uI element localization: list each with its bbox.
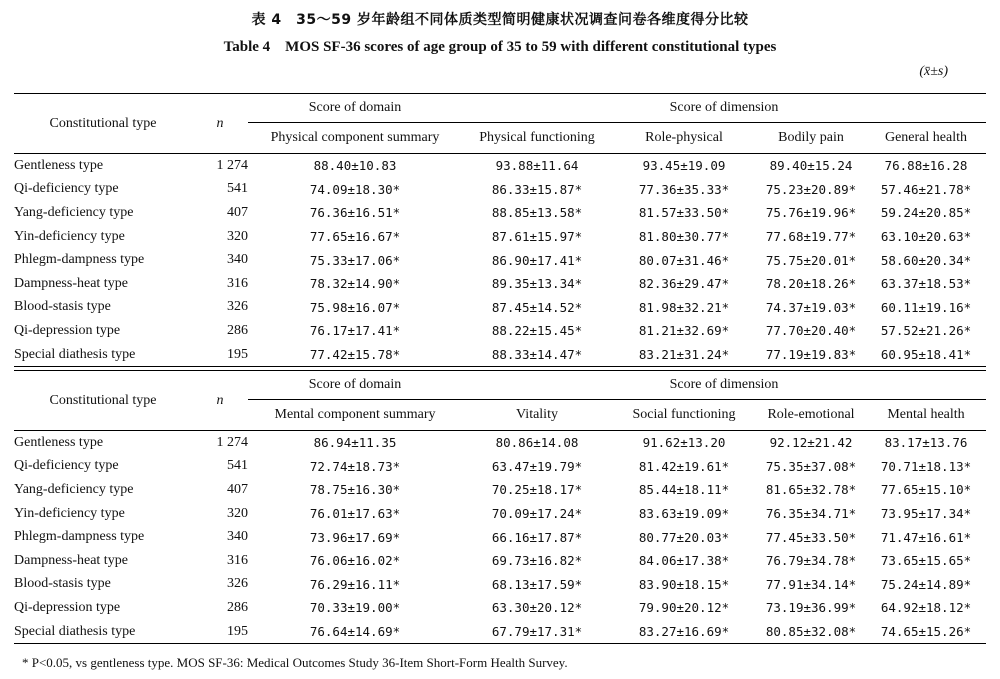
- cell-score: 77.45±33.50*: [765, 529, 857, 545]
- table-row: [14, 431, 986, 455]
- table-row: [14, 502, 986, 526]
- cell-score: 88.22±15.45*: [491, 323, 583, 339]
- header-col: Mental component summary: [274, 407, 436, 422]
- table-row: [14, 201, 986, 225]
- cell-score: 76.06±16.02*: [309, 553, 401, 569]
- cell-constitutional-type: Gentleness type: [14, 157, 104, 173]
- units-label: (x̄±s): [919, 64, 948, 79]
- cell-score: 86.33±15.87*: [491, 181, 583, 197]
- cell-n: 286: [227, 599, 248, 615]
- header-n: n: [192, 94, 248, 154]
- table-physical: [14, 93, 986, 367]
- cell-score: 92.12±21.42: [769, 435, 853, 451]
- cell-score: 70.33±19.00*: [309, 600, 401, 616]
- cell-score: 77.19±19.83*: [765, 347, 857, 363]
- cell-score: 77.91±34.14*: [765, 576, 857, 592]
- cell-score: 83.90±18.15*: [638, 576, 730, 592]
- cell-score: 84.06±17.38*: [638, 553, 730, 569]
- cell-score: 60.11±19.16*: [880, 299, 972, 315]
- cell-score: 77.68±19.77*: [765, 229, 857, 245]
- cell-score: 75.35±37.08*: [765, 458, 857, 474]
- cell-score: 77.65±15.10*: [880, 482, 972, 498]
- cell-constitutional-type: Yang-deficiency type: [14, 481, 134, 497]
- cell-score: 83.17±13.76: [884, 435, 968, 451]
- cell-score: 68.13±17.59*: [491, 576, 583, 592]
- header-constitutional-type: Constitutional type: [14, 94, 192, 154]
- header-score-of-dimension: Score of dimension: [462, 371, 986, 400]
- cell-n: 286: [227, 322, 248, 338]
- header-n: n: [192, 371, 248, 431]
- cell-score: 93.45±19.09: [642, 158, 726, 174]
- cell-constitutional-type: Special diathesis type: [14, 346, 136, 362]
- cell-score: 81.57±33.50*: [638, 205, 730, 221]
- cell-score: 60.95±18.41*: [880, 347, 972, 363]
- cell-n: 1 274: [216, 434, 248, 450]
- cell-score: 83.21±31.24*: [638, 347, 730, 363]
- cell-score: 81.21±32.69*: [638, 323, 730, 339]
- cell-score: 57.52±21.26*: [880, 323, 972, 339]
- cell-score: 76.79±34.78*: [765, 553, 857, 569]
- cell-score: 75.24±14.89*: [880, 576, 972, 592]
- cell-n: 541: [227, 458, 248, 474]
- cell-score: 70.71±18.13*: [880, 458, 972, 474]
- header-score-of-dimension: Score of dimension: [462, 94, 986, 123]
- cell-constitutional-type: Special diathesis type: [14, 623, 136, 639]
- cell-score: 81.65±32.78*: [765, 482, 857, 498]
- cell-score: 85.44±18.11*: [638, 482, 730, 498]
- cell-score: 77.65±16.67*: [309, 229, 401, 245]
- cell-score: 83.27±16.69*: [638, 624, 730, 640]
- cell-constitutional-type: Qi-deficiency type: [14, 458, 119, 474]
- table-row: [14, 154, 986, 178]
- cell-constitutional-type: Phlegm-dampness type: [14, 252, 145, 268]
- cell-score: 70.25±18.17*: [491, 482, 583, 498]
- cell-score: 57.46±21.78*: [880, 181, 972, 197]
- cell-constitutional-type: Phlegm-dampness type: [14, 529, 145, 545]
- header-score-of-domain: Score of domain: [248, 94, 462, 123]
- cell-constitutional-type: Dampness-heat type: [14, 552, 128, 568]
- cell-score: 72.74±18.73*: [309, 458, 401, 474]
- table-row: [14, 549, 986, 573]
- table-row: [14, 272, 986, 296]
- cell-score: 80.86±14.08: [495, 435, 579, 451]
- table-title-chinese: 表 4 35～59 岁年龄组不同体质类型简明健康状况调查问卷各维度得分比较: [251, 12, 749, 28]
- cell-score: 91.62±13.20: [642, 435, 726, 451]
- cell-score: 73.95±17.34*: [880, 506, 972, 522]
- table-row: [14, 478, 986, 502]
- cell-n: 407: [227, 481, 248, 497]
- cell-score: 89.35±13.34*: [491, 276, 583, 292]
- cell-score: 81.80±30.77*: [638, 229, 730, 245]
- table-row: [14, 248, 986, 272]
- cell-score: 80.77±20.03*: [638, 529, 730, 545]
- header-col: Social functioning: [632, 407, 736, 422]
- table-row: [14, 620, 986, 644]
- cell-score: 76.36±16.51*: [309, 205, 401, 221]
- cell-score: 76.17±17.41*: [309, 323, 401, 339]
- table-row: [14, 573, 986, 597]
- cell-score: 71.47±16.61*: [880, 529, 972, 545]
- cell-n: 320: [227, 505, 248, 521]
- cell-score: 88.33±14.47*: [491, 347, 583, 363]
- cell-n: 326: [227, 576, 248, 592]
- cell-score: 73.65±15.65*: [880, 553, 972, 569]
- cell-score: 87.45±14.52*: [491, 299, 583, 315]
- cell-score: 63.47±19.79*: [491, 458, 583, 474]
- cell-score: 77.70±20.40*: [765, 323, 857, 339]
- cell-score: 75.33±17.06*: [309, 252, 401, 268]
- cell-score: 81.98±32.21*: [638, 299, 730, 315]
- cell-score: 82.36±29.47*: [638, 276, 730, 292]
- cell-score: 86.94±11.35: [313, 435, 397, 451]
- cell-score: 77.42±15.78*: [309, 347, 401, 363]
- cell-score: 78.20±18.26*: [765, 276, 857, 292]
- cell-score: 69.73±16.82*: [491, 553, 583, 569]
- cell-n: 195: [227, 623, 248, 639]
- table-row: [14, 225, 986, 249]
- cell-constitutional-type: Gentleness type: [14, 434, 104, 450]
- cell-score: 59.24±20.85*: [880, 205, 972, 221]
- table-row: [14, 596, 986, 620]
- cell-constitutional-type: Yin-deficiency type: [14, 505, 125, 521]
- header-col: Physical component summary: [270, 130, 440, 145]
- table-row: [14, 178, 986, 202]
- cell-score: 76.29±16.11*: [309, 576, 401, 592]
- cell-constitutional-type: Yin-deficiency type: [14, 228, 125, 244]
- header-col: Vitality: [516, 407, 558, 422]
- table-row: [14, 455, 986, 479]
- cell-n: 320: [227, 228, 248, 244]
- cell-score: 78.32±14.90*: [309, 276, 401, 292]
- cell-score: 75.23±20.89*: [765, 181, 857, 197]
- cell-constitutional-type: Blood-stasis type: [14, 576, 111, 592]
- cell-n: 541: [227, 181, 248, 197]
- cell-score: 74.37±19.03*: [765, 299, 857, 315]
- header-col: Mental health: [887, 407, 965, 422]
- table-footnote: * P<0.05, vs gentleness type. MOS SF-36: Medical Outcomes Study 36-Item Short-Form Health Survey.: [22, 655, 568, 670]
- cell-score: 81.42±19.61*: [638, 458, 730, 474]
- header-constitutional-type: Constitutional type: [14, 371, 192, 431]
- header-score-of-domain: Score of domain: [248, 371, 462, 400]
- cell-score: 76.01±17.63*: [309, 506, 401, 522]
- cell-score: 73.96±17.69*: [309, 529, 401, 545]
- cell-constitutional-type: Dampness-heat type: [14, 275, 128, 291]
- cell-score: 66.16±17.87*: [491, 529, 583, 545]
- cell-score: 88.40±10.83: [313, 158, 397, 174]
- header-col: Bodily pain: [778, 130, 844, 145]
- cell-score: 76.88±16.28: [884, 158, 968, 174]
- cell-score: 80.85±32.08*: [765, 624, 857, 640]
- header-col: Role-physical: [645, 130, 723, 145]
- cell-score: 86.90±17.41*: [491, 252, 583, 268]
- cell-score: 74.65±15.26*: [880, 624, 972, 640]
- cell-score: 67.79±17.31*: [491, 624, 583, 640]
- table-mental: [14, 370, 986, 644]
- cell-constitutional-type: Blood-stasis type: [14, 299, 111, 315]
- cell-score: 80.07±31.46*: [638, 252, 730, 268]
- cell-constitutional-type: Qi-depression type: [14, 322, 121, 338]
- cell-score: 63.37±18.53*: [880, 276, 972, 292]
- cell-score: 89.40±15.24: [769, 158, 853, 174]
- cell-score: 75.98±16.07*: [309, 299, 401, 315]
- cell-score: 76.64±14.69*: [309, 624, 401, 640]
- cell-score: 87.61±15.97*: [491, 229, 583, 245]
- cell-score: 63.10±20.63*: [880, 229, 972, 245]
- cell-n: 340: [227, 252, 248, 268]
- table-row: [14, 296, 986, 320]
- cell-n: 195: [227, 346, 248, 362]
- cell-score: 63.30±20.12*: [491, 600, 583, 616]
- header-col: Physical functioning: [479, 130, 595, 145]
- cell-score: 76.35±34.71*: [765, 506, 857, 522]
- cell-n: 407: [227, 204, 248, 220]
- cell-n: 1 274: [216, 157, 248, 173]
- cell-score: 73.19±36.99*: [765, 600, 857, 616]
- table-row: [14, 343, 986, 367]
- cell-n: 340: [227, 529, 248, 545]
- cell-score: 75.76±19.96*: [765, 205, 857, 221]
- cell-constitutional-type: Yang-deficiency type: [14, 204, 134, 220]
- cell-score: 75.75±20.01*: [765, 252, 857, 268]
- cell-n: 316: [227, 275, 248, 291]
- cell-constitutional-type: Qi-depression type: [14, 599, 121, 615]
- header-col: Role-emotional: [767, 407, 855, 422]
- cell-score: 77.36±35.33*: [638, 181, 730, 197]
- cell-score: 70.09±17.24*: [491, 506, 583, 522]
- cell-score: 93.88±11.64: [495, 158, 579, 174]
- table-row: [14, 525, 986, 549]
- cell-score: 88.85±13.58*: [491, 205, 583, 221]
- header-col: General health: [884, 130, 967, 145]
- table-title-english: Table 4 MOS SF-36 scores of age group of 35 to 59 with different constitutional types: [223, 39, 777, 55]
- table-row: [14, 319, 986, 343]
- cell-score: 64.92±18.12*: [880, 600, 972, 616]
- cell-n: 326: [227, 299, 248, 315]
- cell-score: 79.90±20.12*: [638, 600, 730, 616]
- cell-score: 83.63±19.09*: [638, 506, 730, 522]
- cell-score: 58.60±20.34*: [880, 252, 972, 268]
- cell-score: 78.75±16.30*: [309, 482, 401, 498]
- cell-score: 74.09±18.30*: [309, 181, 401, 197]
- cell-constitutional-type: Qi-deficiency type: [14, 181, 119, 197]
- cell-n: 316: [227, 552, 248, 568]
